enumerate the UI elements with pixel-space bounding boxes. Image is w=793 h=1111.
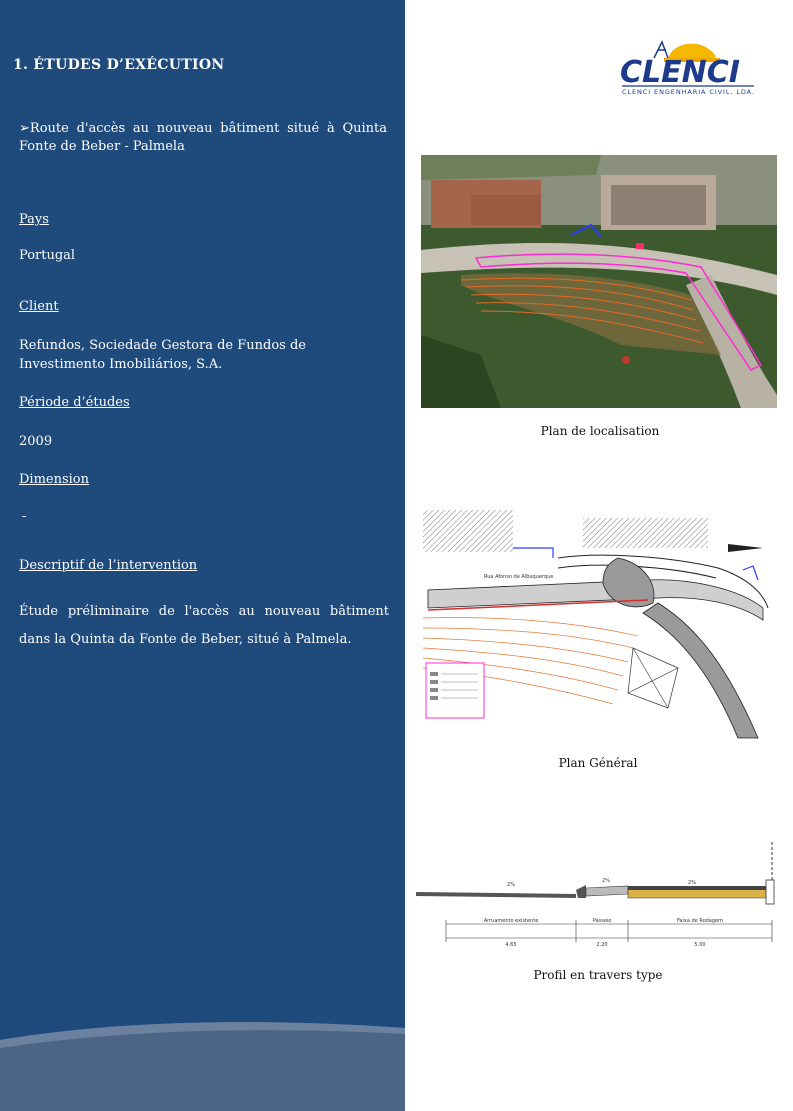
segment-value: 2.20 [596,942,608,948]
location-aerial-photo [421,155,777,408]
profil-caption: Profil en travers type [533,968,663,982]
localisation-caption: Plan de localisation [540,424,660,438]
dimension-value: - [22,509,27,524]
descriptif-label: Descriptif de l’intervention [19,558,198,573]
street-label: Rua Afonso de Albuquerque [484,574,554,580]
client-label: Client [19,299,59,314]
logo-tagline: CLENCI ENGENHARIA CIVIL, LDA. [622,88,754,96]
arrow-bullet-icon: ➢ [19,121,30,136]
slope-label: 2% [507,882,515,888]
periode-value: 2009 [19,434,53,449]
wave-decoration [0,1000,405,1111]
segment-label: Arruamento existente [483,918,539,924]
hard-hat-icon [618,36,758,98]
client-value: Refundos, Sociedade Gestora de Fundos de Investimento Imobiliários, S.A. [19,338,306,372]
segment-label: Faixa de Rodagem [677,918,723,924]
general-plan-drawing [418,508,774,740]
periode-label: Période d’études [19,395,130,410]
logo-wordmark: CLENCI [620,55,740,90]
pays-value: Portugal [19,248,76,263]
section-heading: 1. ÉTUDES D’EXÉCUTION [13,57,225,73]
dimension-label: Dimension [19,472,90,487]
pays-label: Pays [19,212,49,227]
project-title [19,120,387,156]
slope-label: 2% [602,878,610,884]
company-logo [618,36,758,98]
slope-label: 2% [688,880,696,886]
segment-value: 5.00 [694,942,706,948]
descriptif-value: Étude préliminaire de l'accès au nouveau bâtiment dans la Quinta da Fonte de Beber, situé à Palmela. [19,604,389,647]
general-caption: Plan Général [558,756,638,770]
segment-value: 4.65 [505,942,517,948]
project-title-text: Route d'accès au nouveau bâtiment situé à Quinta Fonte de Beber - Palmela [19,121,387,154]
cross-section-drawing [416,840,780,952]
segment-label: Passeio [592,918,612,924]
